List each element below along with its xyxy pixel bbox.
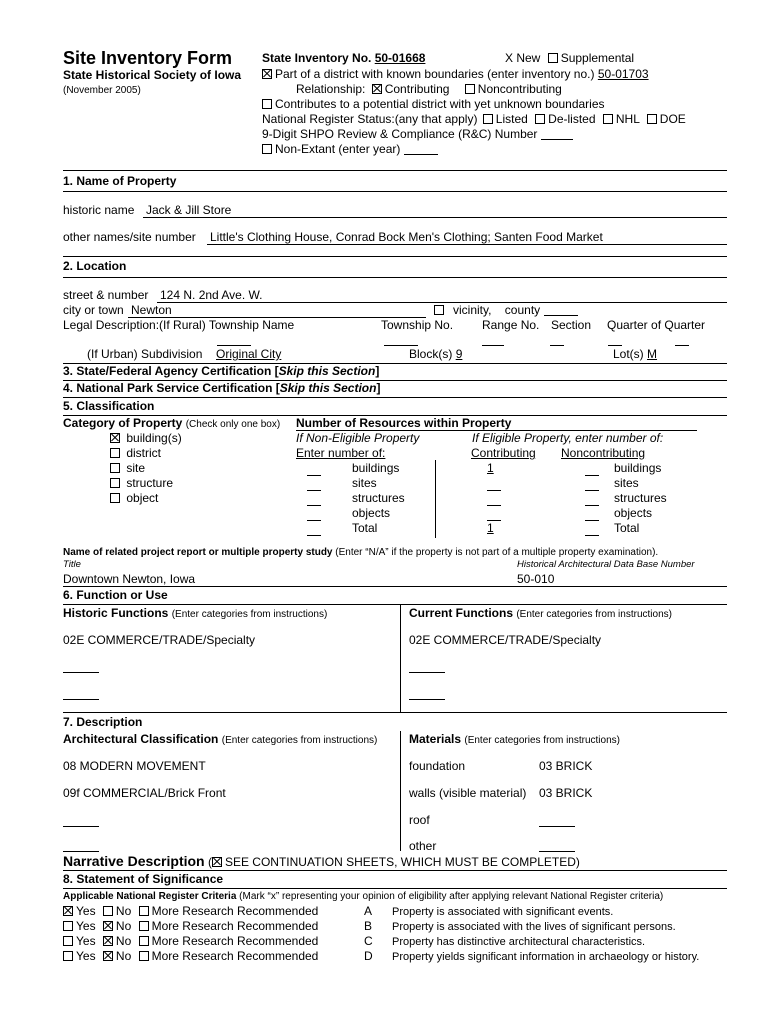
section-field[interactable] bbox=[550, 345, 564, 346]
section-2-heading: 2. Location bbox=[63, 259, 127, 273]
vicinity-row bbox=[434, 304, 578, 318]
yes-label: Yes bbox=[76, 934, 96, 948]
category-object bbox=[110, 492, 158, 506]
range-no-label: Range No. bbox=[482, 318, 540, 332]
shpo-row bbox=[262, 128, 573, 142]
yes-label: Yes bbox=[76, 949, 96, 963]
foundation-label: foundation bbox=[409, 759, 466, 773]
divider bbox=[63, 712, 727, 713]
noneligible-total-field[interactable] bbox=[307, 535, 321, 536]
criterion-d-more-checkbox[interactable] bbox=[139, 951, 149, 961]
noneligible-objects-field[interactable] bbox=[307, 520, 321, 521]
noneligible-row-buildings: buildings bbox=[352, 461, 400, 475]
section-3-heading bbox=[63, 365, 379, 379]
nonextant-label: Non-Extant (enter year) bbox=[275, 142, 401, 156]
noneligible-row-structures: structures bbox=[352, 491, 405, 505]
criterion-d-no-checkbox[interactable] bbox=[103, 951, 113, 961]
more-research-label: More Research Recommended bbox=[151, 934, 319, 948]
historic-functions-header bbox=[63, 607, 327, 621]
building-label: building(s) bbox=[126, 431, 182, 445]
contributing-checkbox[interactable] bbox=[372, 84, 382, 94]
section-6-heading: 6. Function or Use bbox=[63, 588, 168, 602]
criterion-a-letter: A bbox=[364, 904, 373, 918]
section-4-title: 4. National Park Service Certification [ bbox=[63, 381, 280, 395]
range-no-field[interactable] bbox=[482, 345, 504, 346]
relationship-row bbox=[296, 83, 562, 97]
criterion-c-desc: Property has distinctive architectural characteristics. bbox=[392, 936, 646, 948]
historic-functions-note: (Enter categories from instructions) bbox=[171, 609, 328, 620]
org-name: State Historical Society of Iowa bbox=[63, 68, 242, 82]
section-3-skip: Skip this Section bbox=[278, 364, 376, 378]
criterion-c-more-checkbox[interactable] bbox=[139, 936, 149, 946]
township-no-label: Township No. bbox=[381, 318, 454, 332]
section-8-heading: 8. Statement of Significance bbox=[63, 872, 224, 886]
criterion-a-row bbox=[63, 905, 318, 919]
criterion-d-row bbox=[63, 950, 318, 964]
arch-classification-label: Architectural Classification bbox=[63, 732, 219, 746]
criterion-d-letter: D bbox=[364, 949, 373, 963]
noneligible-row-sites: sites bbox=[352, 476, 377, 490]
criterion-c-no-checkbox[interactable] bbox=[103, 936, 113, 946]
related-title-value[interactable]: Downtown Newton, Iowa bbox=[63, 572, 196, 586]
contrib-structures-field[interactable] bbox=[487, 505, 501, 506]
noncontrib-sites-field[interactable] bbox=[585, 490, 599, 491]
criterion-b-row bbox=[63, 920, 318, 934]
divider bbox=[63, 604, 727, 605]
non-eligible-label: If Non-Eligible Property bbox=[296, 431, 420, 445]
criterion-b-letter: B bbox=[364, 919, 373, 933]
column-divider bbox=[400, 604, 401, 712]
noneligible-buildings-field[interactable] bbox=[307, 475, 321, 476]
section-3-bracket: ] bbox=[375, 364, 380, 378]
narrative-label: Narrative Description bbox=[63, 853, 205, 869]
inventory-label: State Inventory No. bbox=[262, 51, 372, 65]
criterion-c-letter: C bbox=[364, 934, 373, 948]
historic-function-1[interactable]: 02E COMMERCE/TRADE/Specialty bbox=[63, 633, 256, 647]
criterion-a-more-checkbox[interactable] bbox=[139, 906, 149, 916]
criterion-a-no-checkbox[interactable] bbox=[103, 906, 113, 916]
category-site bbox=[110, 462, 145, 476]
inventory-number[interactable]: 50-01668 bbox=[374, 51, 426, 65]
contributing-label: Contributing bbox=[384, 82, 450, 96]
no-label: No bbox=[115, 904, 132, 918]
block-label: Block(s) bbox=[409, 347, 453, 361]
other-material-field[interactable] bbox=[539, 851, 575, 852]
district-text: Part of a district with known boundaries (enter inventory no.) bbox=[275, 67, 595, 81]
field-underline bbox=[143, 217, 727, 218]
section-4-skip: Skip this Section bbox=[279, 381, 377, 395]
current-functions-label: Current Functions bbox=[409, 606, 513, 620]
yes-label: Yes bbox=[76, 919, 96, 933]
other-label: other bbox=[409, 839, 437, 853]
current-functions-note: (Enter categories from instructions) bbox=[516, 609, 672, 620]
criteria-note: (Mark “x” representing your opinion of eligibility after applying relevant National Register criteria) bbox=[239, 891, 664, 902]
roof-label: roof bbox=[409, 813, 430, 827]
arch-class-2[interactable]: 09f COMMERCIAL/Brick Front bbox=[63, 786, 226, 800]
narrative-checkbox[interactable] bbox=[212, 857, 222, 867]
current-function-2[interactable] bbox=[409, 672, 445, 673]
divider bbox=[63, 256, 727, 257]
quarter-field[interactable] bbox=[608, 345, 622, 346]
hadb-value[interactable]: 50-010 bbox=[517, 572, 555, 586]
narrative-row: Narrative Description ( SEE CONTINUATION SHEETS, WHICH MUST BE COMPLETED) bbox=[63, 853, 580, 869]
arch-class-4[interactable] bbox=[63, 851, 99, 852]
historic-function-3[interactable] bbox=[63, 699, 99, 700]
walls-value[interactable]: 03 BRICK bbox=[539, 786, 593, 800]
hadb-label: Historical Architectural Data Base Number bbox=[517, 559, 695, 570]
site-label: site bbox=[126, 461, 146, 475]
criteria-header bbox=[63, 891, 663, 903]
contributing-col-label: Contributing bbox=[471, 446, 536, 460]
nonextant-row bbox=[262, 143, 438, 157]
arch-class-1[interactable]: 08 MODERN MOVEMENT bbox=[63, 759, 206, 773]
nhl-label: NHL bbox=[615, 112, 640, 126]
column-divider bbox=[400, 731, 401, 851]
historic-name-label: historic name bbox=[63, 203, 135, 217]
delisted-label: De-listed bbox=[548, 112, 596, 126]
divider bbox=[63, 277, 727, 278]
contrib-total-value[interactable]: 1 bbox=[487, 521, 494, 535]
field-underline bbox=[63, 586, 727, 587]
lot-value[interactable]: M bbox=[647, 347, 658, 361]
walls-label: walls (visible material) bbox=[409, 786, 527, 800]
section-3-title: 3. State/Federal Agency Certification [ bbox=[63, 364, 279, 378]
contrib-sites-field[interactable] bbox=[487, 490, 501, 491]
district-category-checkbox[interactable] bbox=[110, 448, 120, 458]
eligible-row-buildings: buildings bbox=[614, 461, 662, 475]
divider bbox=[63, 191, 727, 192]
district-number[interactable]: 50-01703 bbox=[597, 67, 649, 81]
arch-class-3[interactable] bbox=[63, 826, 99, 827]
noneligible-sites-field[interactable] bbox=[307, 490, 321, 491]
materials-note: (Enter categories from instructions) bbox=[464, 735, 620, 746]
criterion-c-yes-checkbox[interactable] bbox=[63, 936, 73, 946]
noncontrib-total-field[interactable] bbox=[585, 535, 599, 536]
legal-description-label: Legal Description:(If Rural) Township Name bbox=[63, 318, 295, 332]
section-1-heading: 1. Name of Property bbox=[63, 174, 177, 188]
street-value[interactable]: 124 N. 2nd Ave. W. bbox=[160, 288, 263, 302]
more-research-label: More Research Recommended bbox=[151, 949, 319, 963]
lot-row bbox=[613, 348, 657, 362]
district-category-label: district bbox=[126, 446, 162, 460]
noncontrib-structures-field[interactable] bbox=[585, 505, 599, 506]
divider bbox=[63, 870, 727, 871]
current-function-3[interactable] bbox=[409, 699, 445, 700]
section-5-heading: 5. Classification bbox=[63, 399, 155, 413]
current-function-1[interactable]: 02E COMMERCE/TRADE/Specialty bbox=[409, 633, 602, 647]
building-checkbox[interactable] bbox=[110, 433, 120, 443]
nr-status-label: National Register Status:(any that apply) bbox=[262, 112, 478, 126]
roof-field[interactable] bbox=[539, 826, 575, 827]
enter-number-label: Enter number of: bbox=[296, 446, 386, 460]
nonextant-checkbox[interactable] bbox=[262, 144, 272, 154]
more-research-label: More Research Recommended bbox=[151, 919, 319, 933]
criterion-b-no-checkbox[interactable] bbox=[103, 921, 113, 931]
category-label: Category of Property bbox=[63, 416, 183, 430]
arch-classification-header bbox=[63, 733, 377, 747]
num-resources-label: Number of Resources within Property bbox=[296, 416, 512, 430]
form-title: Site Inventory Form bbox=[63, 48, 233, 68]
section-7-heading: 7. Description bbox=[63, 715, 143, 729]
divider bbox=[63, 397, 727, 398]
new-label: X New bbox=[505, 51, 541, 65]
more-research-label: More Research Recommended bbox=[151, 904, 319, 918]
noncontributing-label: Noncontributing bbox=[477, 82, 562, 96]
shpo-label: 9-Digit SHPO Review & Compliance (R&C) Number bbox=[262, 127, 538, 141]
township-no-field[interactable] bbox=[384, 345, 418, 346]
relationship-label: Relationship: bbox=[296, 82, 366, 96]
criterion-b-yes-checkbox[interactable] bbox=[63, 921, 73, 931]
city-value[interactable]: Newton bbox=[131, 303, 172, 317]
noneligible-structures-field[interactable] bbox=[307, 505, 321, 506]
category-structure bbox=[110, 477, 173, 491]
related-study-note: (Enter “N/A” if the property is not part of a multiple property examination). bbox=[335, 547, 659, 558]
eligible-row-total: Total bbox=[614, 521, 640, 535]
criteria-label: Applicable National Register Criteria bbox=[63, 891, 237, 902]
supplemental-label: Supplemental bbox=[560, 51, 635, 65]
county-field[interactable] bbox=[544, 304, 578, 316]
noncontrib-objects-field[interactable] bbox=[585, 520, 599, 521]
other-names-label: other names/site number bbox=[63, 230, 196, 244]
subdivision-value[interactable]: Original City bbox=[216, 347, 282, 361]
criterion-a-yes-checkbox[interactable] bbox=[63, 906, 73, 916]
title-label: Title bbox=[63, 559, 81, 570]
noncontributing-col-label: Noncontributing bbox=[561, 446, 646, 460]
object-checkbox[interactable] bbox=[110, 493, 120, 503]
historic-function-2[interactable] bbox=[63, 672, 99, 673]
noneligible-row-objects: objects bbox=[352, 506, 391, 520]
potential-district-row bbox=[262, 98, 605, 112]
yes-label: Yes bbox=[76, 904, 96, 918]
listed-label: Listed bbox=[495, 112, 528, 126]
doe-checkbox[interactable] bbox=[647, 114, 657, 124]
criterion-d-yes-checkbox[interactable] bbox=[63, 951, 73, 961]
column-divider bbox=[435, 460, 436, 538]
arch-classification-note: (Enter categories from instructions) bbox=[221, 735, 378, 746]
criterion-d-desc: Property yields significant information in archaeology or history. bbox=[392, 951, 700, 963]
street-label: street & number bbox=[63, 288, 149, 302]
foundation-value[interactable]: 03 BRICK bbox=[539, 759, 593, 773]
section-4-heading bbox=[63, 382, 380, 396]
category-building bbox=[110, 432, 182, 446]
category-district bbox=[110, 447, 161, 461]
county-label: county bbox=[504, 303, 541, 317]
field-underline bbox=[157, 302, 727, 303]
section-4-bracket: ] bbox=[376, 381, 381, 395]
eligible-row-structures: structures bbox=[614, 491, 667, 505]
nhl-checkbox[interactable] bbox=[603, 114, 613, 124]
nr-status-row bbox=[262, 113, 686, 127]
nonextant-year-field[interactable] bbox=[404, 143, 438, 155]
township-name-field[interactable] bbox=[217, 345, 251, 346]
no-label: No bbox=[115, 949, 132, 963]
materials-header bbox=[409, 733, 620, 747]
narrative-note: SEE CONTINUATION SHEETS, WHICH MUST BE COMPLETED) bbox=[224, 855, 580, 869]
district-row bbox=[262, 68, 649, 82]
urban-label: (If Urban) Subdivision bbox=[87, 347, 203, 361]
check-one-note: (Check only one box) bbox=[185, 419, 281, 430]
related-study-label: Name of related project report or multiple property study bbox=[63, 547, 333, 558]
supplemental-checkbox[interactable] bbox=[548, 53, 558, 63]
vicinity-checkbox[interactable] bbox=[434, 305, 444, 315]
structure-label: structure bbox=[126, 476, 174, 490]
block-value[interactable]: 9 bbox=[455, 347, 463, 361]
noneligible-row-total: Total bbox=[352, 521, 378, 535]
delisted-checkbox[interactable] bbox=[535, 114, 545, 124]
eligible-row-objects: objects bbox=[614, 506, 653, 520]
eligible-label: If Eligible Property, enter number of: bbox=[472, 431, 664, 445]
structure-checkbox[interactable] bbox=[110, 478, 120, 488]
related-study-row bbox=[63, 547, 658, 559]
no-label: No bbox=[115, 934, 132, 948]
eligible-row-sites: sites bbox=[614, 476, 639, 490]
potential-district-text: Contributes to a potential district with yet unknown boundaries bbox=[275, 97, 605, 111]
city-label: city or town bbox=[63, 303, 124, 317]
historic-name-value[interactable]: Jack & Jill Store bbox=[146, 203, 232, 217]
noncontrib-buildings-field[interactable] bbox=[585, 475, 599, 476]
object-label: object bbox=[126, 491, 159, 505]
category-header bbox=[63, 417, 280, 431]
new-supplemental bbox=[505, 52, 634, 66]
materials-label: Materials bbox=[409, 732, 462, 746]
potential-district-checkbox[interactable] bbox=[262, 99, 272, 109]
site-checkbox[interactable] bbox=[110, 463, 120, 473]
district-checkbox[interactable] bbox=[262, 69, 272, 79]
form-date: (November 2005) bbox=[63, 85, 141, 96]
listed-checkbox[interactable] bbox=[483, 114, 493, 124]
doe-label: DOE bbox=[659, 112, 686, 126]
historic-functions-label: Historic Functions bbox=[63, 606, 169, 620]
quarter-of-quarter-field[interactable] bbox=[675, 345, 689, 346]
inventory-number-row bbox=[262, 52, 425, 66]
divider bbox=[63, 170, 727, 171]
section-label: Section bbox=[551, 318, 592, 332]
criterion-c-row bbox=[63, 935, 318, 949]
block-row bbox=[409, 348, 462, 362]
quarter-label: Quarter of Quarter bbox=[607, 318, 706, 332]
criterion-a-desc: Property is associated with significant events. bbox=[392, 906, 614, 918]
contrib-buildings-value[interactable]: 1 bbox=[487, 461, 494, 475]
criterion-b-more-checkbox[interactable] bbox=[139, 921, 149, 931]
divider bbox=[63, 888, 727, 889]
lot-label: Lot(s) bbox=[613, 347, 644, 361]
current-functions-header bbox=[409, 607, 672, 621]
criterion-b-desc: Property is associated with the lives of significant persons. bbox=[392, 921, 676, 933]
no-label: No bbox=[115, 919, 132, 933]
field-underline bbox=[207, 244, 727, 245]
shpo-number-field[interactable] bbox=[541, 128, 573, 140]
other-names-value[interactable]: Little's Clothing House, Conrad Bock Men's Clothing; Santen Food Market bbox=[210, 230, 603, 244]
vicinity-label: vicinity, bbox=[453, 303, 492, 317]
noncontributing-checkbox[interactable] bbox=[465, 84, 475, 94]
